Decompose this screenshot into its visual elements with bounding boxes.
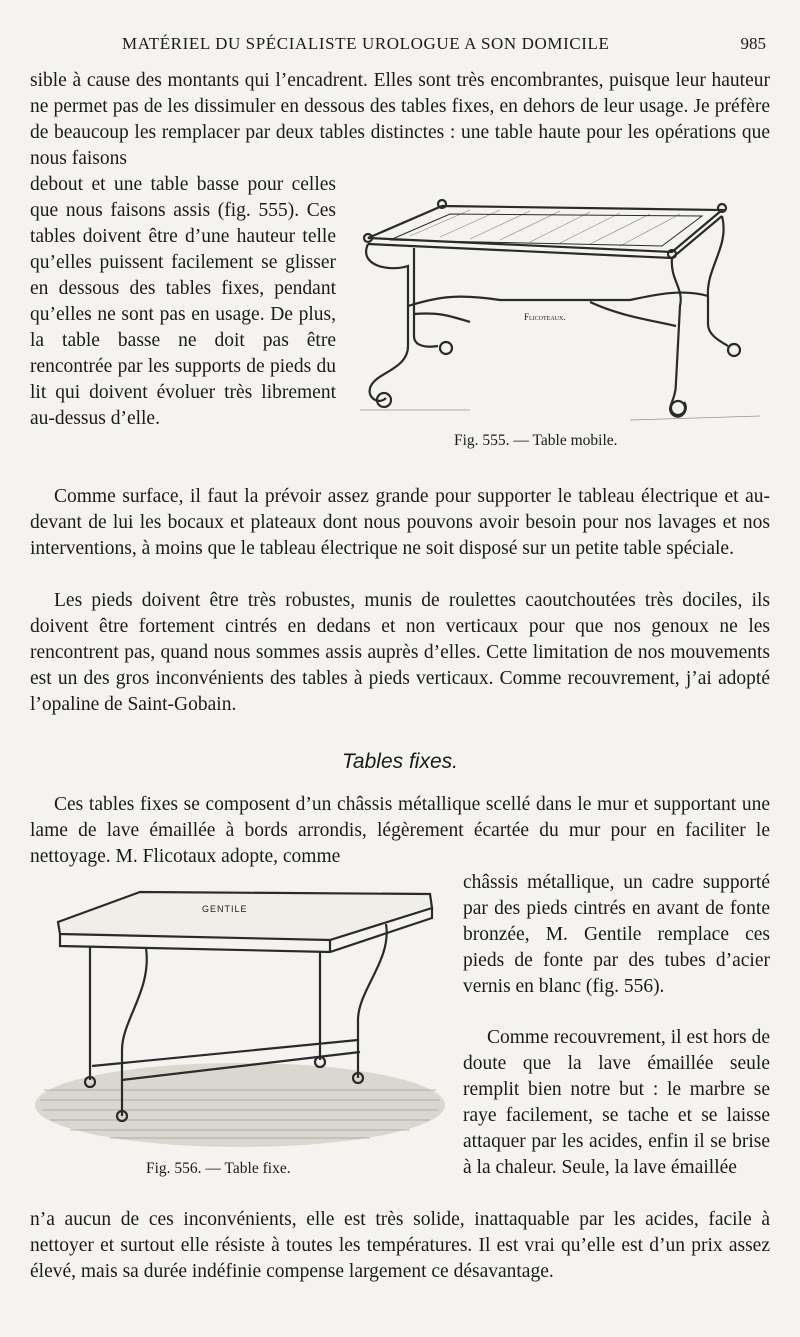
maker-label-556: GENTILE: [202, 904, 248, 914]
running-title: MATÉRIEL DU SPÉCIALISTE UROLOGUE A SON DOMICILE: [122, 34, 610, 53]
paragraph-5-wrapped: Comme recouvrement, il est hors de doute que la lave émaillée seule remplit bien notre but : le marbre se raye facilement, se tache et se laisse attaquer par les acides, enfin il se brise à la chaleur. Seule, la lave émaillée: [463, 1027, 770, 1178]
maker-label-555: Flicoteaux.: [524, 312, 566, 322]
page-number: 985: [740, 34, 766, 53]
figure-555-caption: Fig. 555. — Table mobile.: [454, 432, 618, 449]
paragraph-1-wrapped: debout et une table basse pour celles que nous faisons assis (fig. 555). Ces tables doivent être d’une hauteur telle qu’elles puissent facilement se glisser en dessous des tables fixes, pendant qu’elles ne sont pas en usage. De plus, la table basse ne doit pas être rencontrée par les supports de pieds du lit qui doivent évoluer très librement au-dessus d’elle.: [30, 174, 336, 429]
paragraph-1-full-width: sible à cause des montants qui l’encadrent. Elles sont très encombrantes, puisque leur hauteur ne permet pas de les dissimuler en dessous des tables fixes, en dehors de leur usage. Je préfère de beaucoup les remplacer par deux tables distinctes : une table haute pour les opérations que nous faisons: [30, 70, 770, 169]
paragraph-5-full-width: n’a aucun de ces inconvénients, elle est très solide, inattaquable par les acides, facile à nettoyer et surtout elle résiste à toutes les températures. Il est vrai qu’elle est d’un prix assez élevé, mais sa durée indéfinie compense largement ce désavantage.: [30, 1209, 770, 1282]
section-title-tables-fixes: Tables fixes.: [342, 750, 458, 773]
paragraph-2: Comme surface, il faut la prévoir assez grande pour supporter le tableau électrique et au-devant de lui les bocaux et plateaux dont nous pouvons avoir besoin pour nos lavages et nos interventions, à moins que le tableau électrique ne soit disposé sur un petite table spéciale.: [30, 486, 770, 559]
figure-556-caption: Fig. 556. — Table fixe.: [146, 1160, 291, 1177]
figure-555-mobile-table: [350, 196, 770, 428]
paragraph-3: Les pieds doivent être très robustes, munis de roulettes caoutchoutées très dociles, ils doivent être fortement cintrés en dedans et non verticaux pour que nos genoux ne les rencontrent pas, quand nous sommes assis auprès d’elles. Cette limitation de nos mouvements est un des gros inconvénients des tables à pieds verticaux. Comme recouvrement, j’ai adopté l’opaline de Saint-Gobain.: [30, 590, 770, 715]
figure-556-fixed-table: [30, 880, 445, 1148]
paragraph-4-full-width: Ces tables fixes se composent d’un châssis métallique scellé dans le mur et supportant une lame de lave émaillée à bords arrondis, légèrement écartée du mur pour en faciliter le nettoyage. M. Flicotaux adopte, comme: [30, 794, 770, 867]
fixed-table-illustration: [30, 880, 445, 1148]
paragraph-4-wrapped: châssis métallique, un cadre supporté par des pieds cintrés en avant de fonte bronzée, M. Gentile remplace ces pieds de fonte par des tubes d’acier vernis en blanc (fig. 556).: [463, 872, 770, 997]
page-header: [30, 30, 770, 58]
